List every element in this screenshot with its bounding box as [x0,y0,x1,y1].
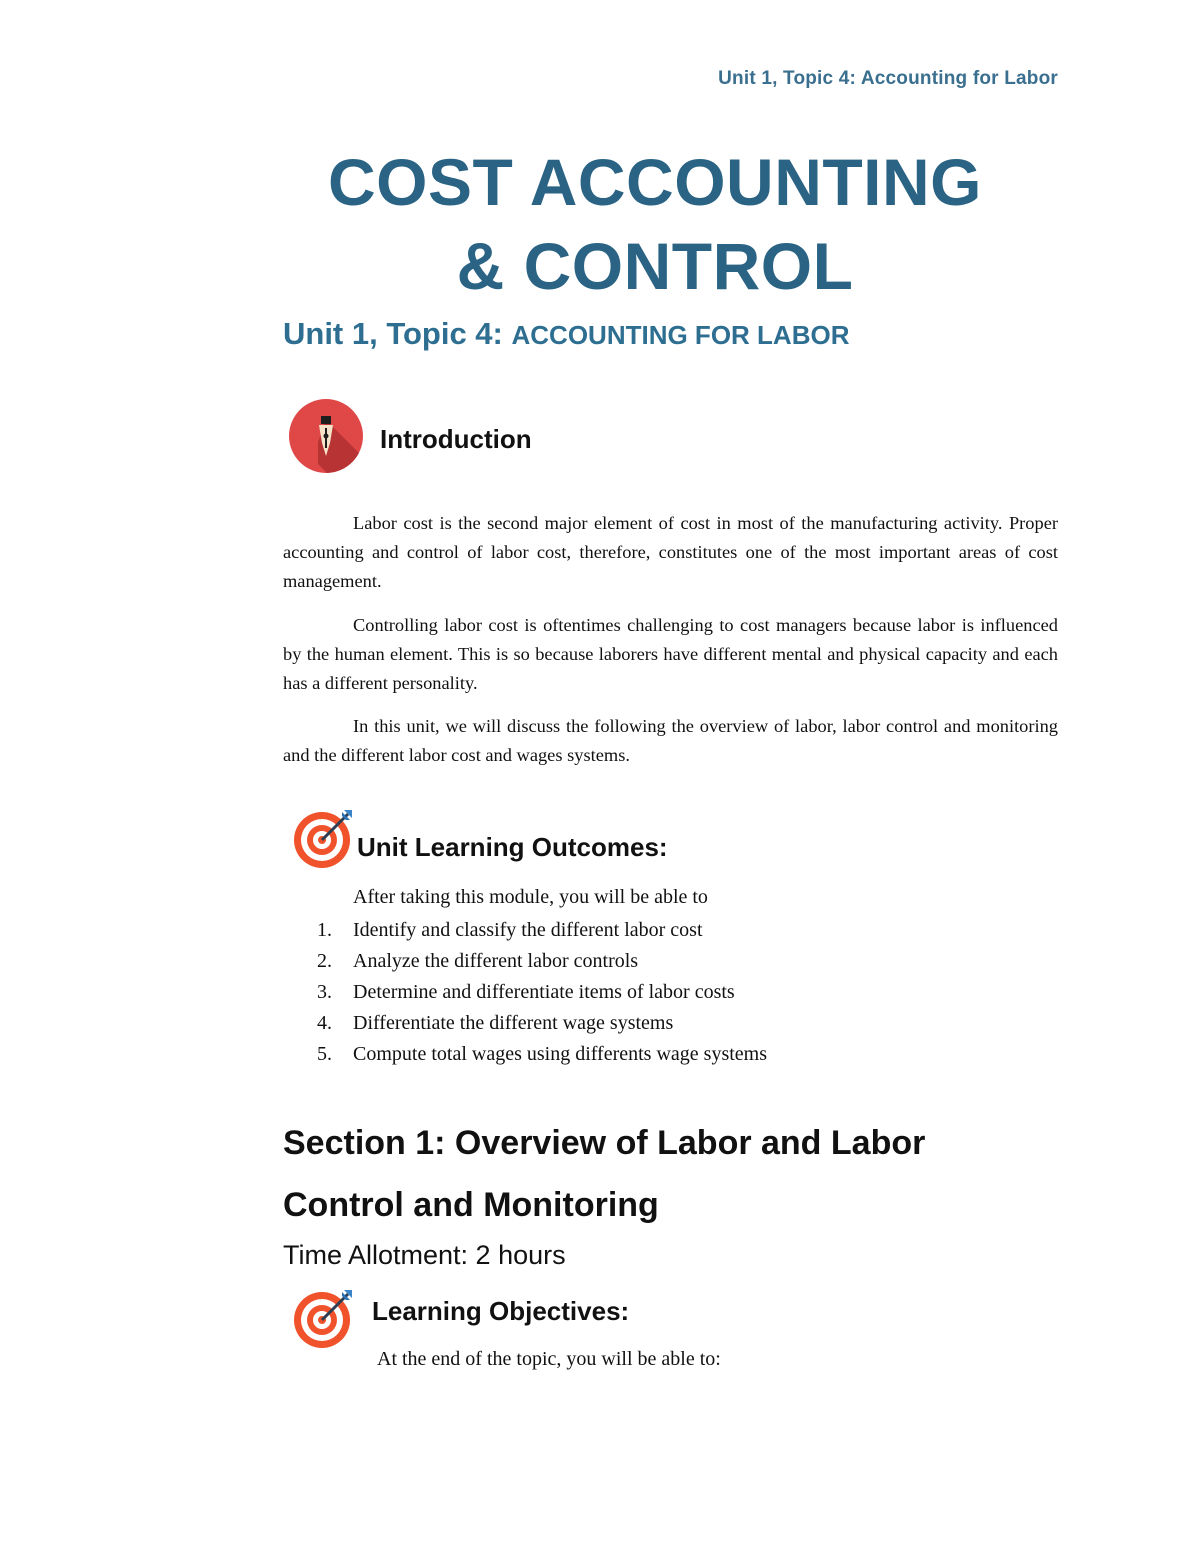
list-item-text: Determine and differentiate items of labor costs [353,981,735,1003]
list-item [300,1039,767,1070]
learning-objectives-heading: Learning Objectives: [372,1296,630,1326]
section-title: Section 1: Overview of Labor and Labor Control and Monitoring [283,1124,926,1224]
intro-paragraph-2 [283,611,1058,698]
running-header: Unit 1, Topic 4: Accounting for Labor [718,68,1058,89]
list-item-number: 4. [317,1012,332,1034]
learning-outcomes-heading: Unit Learning Outcomes: [357,832,668,862]
document-title-line-1: COST ACCOUNTING [327,145,983,219]
list-item-number: 1. [317,919,332,941]
list-item-text: Analyze the different labor controls [353,950,639,972]
list-item-text: Compute total wages using differents wage systems [353,1043,768,1065]
topic-name: ACCOUNTING FOR LABOR [511,320,850,350]
list-item-text: Identify and classify the different labor cost [353,919,703,941]
target-icon [292,806,356,870]
list-item-number: 3. [317,981,332,1003]
introduction-heading: Introduction [380,424,532,454]
learning-outcomes-list [300,915,767,1070]
intro-paragraph-3 [283,712,1058,770]
list-item [300,915,767,946]
list-item-text: Differentiate the different wage systems [353,1012,674,1034]
list-item [300,977,767,1008]
document-title-line-2: & CONTROL [456,229,854,303]
pen-nib-icon [288,398,364,474]
learning-outcomes-intro: After taking this module, you will be able to [353,886,708,908]
list-item [300,946,767,977]
list-item-number: 5. [317,1043,332,1065]
intro-paragraph-2-text: Controlling labor cost is oftentimes challenging to cost managers because labor is influenced by the human element. This is so because laborers have different mental and physical capacity and each has a different personality. [283,615,1058,693]
topic-prefix: Unit 1, Topic 4: [283,316,512,351]
time-allotment: Time Allotment: 2 hours [283,1240,566,1270]
topic-heading [283,316,849,352]
intro-paragraph-1 [283,509,1058,596]
document-title [0,140,1200,308]
learning-objectives-intro: At the end of the topic, you will be able to: [377,1348,721,1370]
intro-paragraph-1-text: Labor cost is the second major element of cost in most of the manufacturing activity. Proper accounting and control of labor cost, therefore, constitutes one of the most important areas of cost management. [283,513,1058,591]
list-item-number: 2. [317,950,332,972]
target-icon [292,1286,356,1350]
list-item [300,1008,767,1039]
intro-paragraph-3-text: In this unit, we will discuss the following the overview of labor, labor control and monitoring and the different labor cost and wages systems. [283,716,1058,765]
